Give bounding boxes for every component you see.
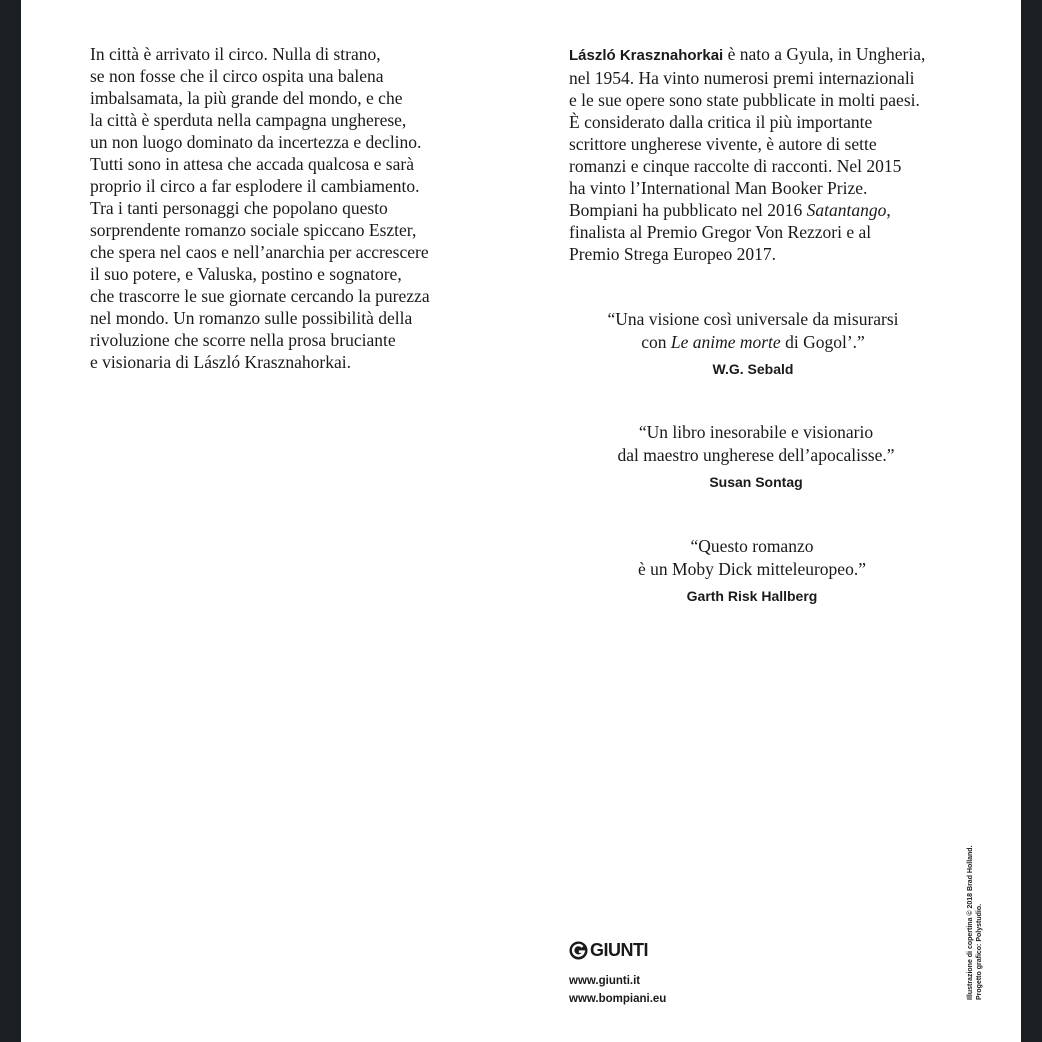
review-quote: [556, 421, 956, 494]
bio-paragraph: [569, 43, 969, 265]
bio-line-text: Bompiani ha pubblicato nel 2016: [569, 200, 807, 220]
quote-author: W.G. Sebald: [712, 361, 794, 377]
design-credit: Progetto grafico: Polystudio.: [976, 903, 983, 1000]
quote-line: “Questo romanzo: [690, 536, 814, 556]
bio-line: finalista al Premio Gregor Von Rezzori e al: [569, 222, 872, 242]
author-bio: [569, 43, 969, 265]
bio-line: Premio Strega Europeo 2017.: [569, 244, 777, 264]
blurb-line: la città è sperduta nella campagna ungherese,: [90, 110, 407, 130]
book-title-anime-morte: Le anime morte: [670, 332, 781, 352]
giunti-g-logo-icon: [569, 941, 588, 960]
blurb-line: Tutti sono in attesa che accada qualcosa e sarà: [90, 154, 414, 174]
quote-line: [553, 331, 953, 354]
review-quote: [552, 535, 952, 608]
illustration-credit: Illustrazione di copertina © 2018 Brad Holland.: [967, 845, 974, 1000]
bio-line: nel 1954. Ha vinto numerosi premi internazionali: [569, 68, 915, 88]
blurb-line: nel mondo. Un romanzo sulle possibilità della: [90, 308, 413, 328]
right-dark-edge: [1021, 0, 1042, 1042]
url-giunti[interactable]: www.giunti.it: [569, 975, 641, 987]
author-name: László Krasznahorkai: [569, 47, 724, 64]
bio-line: e le sue opere sono state pubblicate in molti paesi.: [569, 90, 920, 110]
bio-line: scrittore ungherese vivente, è autore di sette: [569, 134, 877, 154]
blurb-line: un non luogo dominato da incertezza e declino.: [90, 132, 422, 152]
blurb-line: il suo potere, e Valuska, postino e sognatore,: [90, 264, 402, 284]
quote-author: Garth Risk Hallberg: [686, 588, 818, 604]
publisher-urls: [569, 972, 666, 1008]
quote-line: è un Moby Dick mitteleuropeo.”: [638, 559, 866, 579]
bio-line: [569, 199, 969, 221]
blurb-line: che spera nel caos e nell’anarchia per accrescere: [90, 242, 429, 262]
bio-line-text: ,: [886, 200, 891, 220]
left-dark-edge: [0, 0, 21, 1042]
review-quote: [553, 308, 953, 381]
bio-line-text: è nato a Gyula, in Ungheria,: [723, 44, 926, 64]
bio-line: ha vinto l’International Man Booker Prize.: [569, 178, 868, 198]
blurb-line: proprio il circo a far esplodere il cambiamento.: [90, 176, 420, 196]
blurb-line: e visionaria di László Krasznahorkai.: [90, 352, 351, 372]
book-blurb: [90, 43, 500, 373]
bio-line: [569, 43, 969, 67]
book-title-satantango: Satantango: [806, 200, 887, 220]
bio-line: romanzi e cinque raccolte di racconti. Nel 2015: [569, 156, 902, 176]
quote-text: di Gogol’.”: [780, 332, 865, 352]
blurb-line: rivoluzione che scorre nella prosa bruciante: [90, 330, 396, 350]
publisher-block: [569, 938, 666, 1008]
giunti-logo-text: GIUNTI: [590, 939, 648, 960]
giunti-logo: [569, 938, 666, 962]
blurb-line: In città è arrivato il circo. Nulla di strano,: [90, 44, 381, 64]
blurb-line: se non fosse che il circo ospita una balena: [90, 66, 384, 86]
bio-line: È considerato dalla critica il più importante: [569, 112, 873, 132]
blurb-line: Tra i tanti personaggi che popolano questo: [90, 198, 388, 218]
quote-author: Susan Sontag: [709, 474, 803, 490]
quote-text: con: [641, 332, 671, 352]
blurb-line: imbalsamata, la più grande del mondo, e che: [90, 88, 403, 108]
quote-line: “Un libro inesorabile e visionario: [638, 422, 874, 442]
quote-line: “Una visione così universale da misurarsi: [607, 309, 899, 329]
cover-credits: [966, 845, 984, 1000]
back-cover-page: [21, 0, 1021, 1042]
blurb-line: che trascorre le sue giornate cercando la purezza: [90, 286, 430, 306]
blurb-paragraph: [90, 43, 500, 373]
quote-line: dal maestro ungherese dell’apocalisse.”: [617, 445, 895, 465]
url-bompiani[interactable]: www.bompiani.eu: [569, 993, 667, 1005]
blurb-line: sorprendente romanzo sociale spiccano Eszter,: [90, 220, 417, 240]
